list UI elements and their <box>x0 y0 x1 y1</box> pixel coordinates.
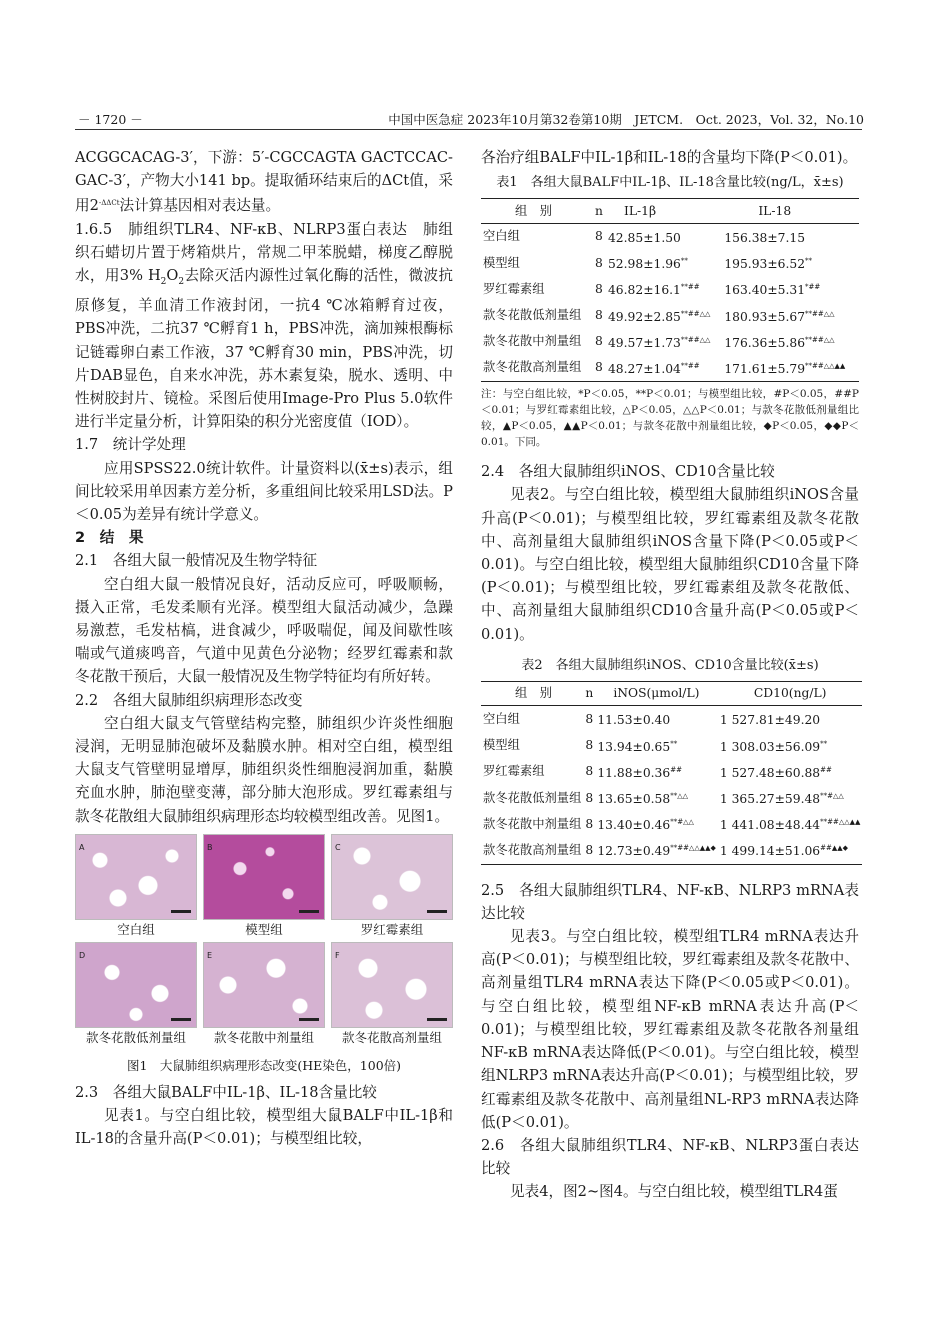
histology-image-d: D <box>75 942 197 1028</box>
inos-cd10-paragraph: 见表2。与空白组比较，模型组大鼠肺组织iNOS含量升高(P＜0.01)；与模型组比较，罗红霉素组及款冬花散中、高剂量组大鼠肺组织iNOS含量下降(P＜0.05或P＜0.01)。与空白组比较，模型组大鼠肺组织CD10含量下降(P＜0.01)；与模型组比较，罗红霉素组及款冬花散低、中、高剂量组大鼠肺组织CD10含量升高(P＜0.05或P＜0.01)。 <box>481 486 859 643</box>
page-number: － 1720 － <box>78 112 143 127</box>
section-heading-results: 2 结 果 <box>75 529 144 547</box>
table-2-caption: 表2 各组大鼠肺组织iNOS、CD10含量比较(x̄±s) <box>521 657 819 673</box>
table-header: CD10(ng/L) <box>753 686 827 701</box>
figure-panel-label: 款冬花散高剂量组 <box>341 1029 442 1045</box>
table-1 <box>481 198 859 382</box>
table-row: 空白组 8 42.85±1.50 156.38±7.15 <box>483 229 806 245</box>
figure-panel-label: 款冬花散低剂量组 <box>85 1029 186 1045</box>
statistics-paragraph: 应用SPSS22.0统计软件。计量资料以(x̄±s)表示，组间比较采用单因素方差分析，多重组间比较采用LSD法。P＜0.05为差异有统计学意义。 <box>75 459 453 523</box>
method-primer-paragraph: ACGGCACAG-3′，下游：5′-CGCCAGTA GACTCCAC-GAC-3′，产物大小141 bp。提取循环结束后的ΔCt值，采用$2^{-\Delta\Delta Ct}$法计算基因相对表达量。 <box>75 149 453 215</box>
table-row: 款冬花散高剂量组 8 48.27±1.04**## 171.61±5.79**##△△▲▲ <box>481 355 859 382</box>
figure-caption: 图1 大鼠肺组织病理形态改变(HE染色，100倍) <box>126 1057 402 1073</box>
header-rule <box>75 129 862 130</box>
mrna-paragraph: 见表3。与空白组比较，模型组TLR4 mRNA表达升高(P＜0.01)；与模型组比较，罗红霉素组及款冬花散中、高剂量组TLR4 mRNA表达下降(P＜0.05或P＜0.01)。与空白组比较，模型组NF-κB mRNA表达升高(P＜0.01)；与模型组比较，罗红霉素组及款冬花散各剂量组NF-κB mRNA表达降低(P＜0.01)。与空白组比较，模型组NLRP3 mRNA表达升高(P＜0.01)；与模型组比较，罗红霉素组及款冬花散中、高剂量组NL-RP3 mRNA表达降低(P＜0.01)。 <box>481 928 859 1131</box>
figure-panel-label: 罗红霉素组 <box>360 921 424 937</box>
section-heading-2-3: 2.3 各组大鼠BALF中IL-1β、IL-18含量比较 <box>75 1084 377 1101</box>
balf-paragraph: 见表1。与空白组比较，模型组大鼠BALF中IL-1β和IL-18的含量升高(P＜0.01)；与模型组比较， <box>75 1107 453 1148</box>
table-row: 模型组 8 52.98±1.96** 195.93±6.52** <box>483 255 813 272</box>
figure-panel-d <box>75 942 197 1048</box>
histology-image-a: A <box>75 834 197 920</box>
table-header: n <box>594 203 603 218</box>
histology-image-e: E <box>203 942 325 1028</box>
table-header: IL-1β <box>623 203 657 218</box>
histology-image-c: C <box>331 834 453 920</box>
histology-image-f: F <box>331 942 453 1028</box>
table-row: 罗红霉素组 8 11.88±0.36## 1 527.48±60.88## <box>483 764 832 780</box>
figure-panel-e <box>203 942 325 1048</box>
figure-panel-a <box>75 834 197 940</box>
table-row: 空白组 8 11.53±0.40 1 527.81±49.20 <box>483 711 821 728</box>
table-header: 组 别 <box>515 686 552 701</box>
section-heading-2-4: 2.4 各组大鼠肺组织iNOS、CD10含量比较 <box>481 463 775 481</box>
table-header: IL-18 <box>758 203 792 218</box>
table-header: 组 别 <box>515 203 552 218</box>
table-2 <box>481 681 862 865</box>
left-column <box>75 146 453 1151</box>
histology-image-b: B <box>203 834 325 920</box>
method-165-paragraph: 1.6.5 肺组织TLR4、NF-κB、NLRP3蛋白表达 肺组织石蜡切片置于烤箱烘片，常规二甲苯脱蜡，梯度乙醇脱水，用3% $H_2O_2$去除灭活内源性过氧化酶的活性，微波抗原修复，羊血清工作液封闭，一抗4 ℃冰箱孵育过夜，PBS冲洗，二抗37 ℃孵育1 h，PBS冲洗，滴加辣根酶标记链霉卵白素工作液，37 ℃孵育30 min，PBS冲洗，切片DAB显色，自来水冲洗，苏木素复染，脱水、透明、中性树胶封片、镜检。采图后使用Image-Pro Plus 5.0软件进行半定量分析，计算阳染的积分光密度值（IOD）。 <box>75 220 453 431</box>
figure-panel-label: 空白组 <box>117 921 155 937</box>
figure-panel-c <box>331 834 453 940</box>
pathology-paragraph: 空白组大鼠支气管壁结构完整，肺组织少许炎性细胞浸润，无明显肺泡破坏及黏膜水肿。相对空白组，模型组大鼠支气管壁明显增厚，肺组织炎性细胞浸润加重，黏膜充血水肿，肺泡壁变薄，部分肺大泡形成。罗红霉素组与款冬花散组大鼠肺组织病理形态均较模型组改善。见图1。 <box>75 714 453 825</box>
figure-panel-label: 款冬花散中剂量组 <box>213 1029 314 1045</box>
section-heading-2-2: 2.2 各组大鼠肺组织病理形态改变 <box>75 691 303 709</box>
figure-1 <box>75 834 453 1077</box>
table-row: 模型组 8 13.94±0.65** 1 308.03±56.09** <box>483 738 828 754</box>
balf-paragraph-continued: 各治疗组BALF中IL-1β和IL-18的含量均下降(P＜0.01)。 <box>481 149 858 166</box>
section-heading-2-1: 2.1 各组大鼠一般情况及生物学特征 <box>75 552 318 570</box>
section-heading-2-6: 2.6 各组大鼠肺组织TLR4、NF-κB、NLRP3蛋白表达比较 <box>481 1136 859 1178</box>
table-row: 款冬花散低剂量组 8 49.92±2.85**##△△ 180.93±5.67**##△△ <box>483 308 835 324</box>
journal-header: 中国中医急症 2023年10月第32卷第10期 JETCM. Oct. 2023，Vol. 32，No.10 <box>388 112 864 127</box>
protein-paragraph: 见表4，图2~图4。与空白组比较，模型组TLR4蛋 <box>510 1183 838 1201</box>
table-row: 款冬花散低剂量组 8 13.65±0.58**△△ 1 365.27±59.48**#△△ <box>483 790 844 807</box>
table-row: 款冬花散中剂量组 8 49.57±1.73**##△△ 176.36±5.86**##△△ <box>483 334 835 350</box>
right-column <box>481 146 859 1204</box>
section-heading-2-5: 2.5 各组大鼠肺组织TLR4、NF-κB、NLRP3 mRNA表达比较 <box>481 881 859 922</box>
figure-panel-f <box>331 942 453 1048</box>
table-row: 款冬花散中剂量组 8 13.40±0.46**#△△ 1 441.08±48.44**##△△▲▲ <box>483 816 861 833</box>
table-row: 款冬花散高剂量组 8 12.73±0.49**##△△▲▲◆ 1 499.14±51.06##▲▲◆ <box>481 837 862 864</box>
table-1-caption: 表1 各组大鼠BALF中IL-1β、IL-18含量比较(ng/L，x̄±s) <box>496 175 844 191</box>
figure-panel-label: 模型组 <box>245 921 283 937</box>
table-header: iNOS(μmol/L) <box>613 686 700 701</box>
table-header: n <box>585 686 594 701</box>
figure-panel-b <box>203 834 325 940</box>
table-row: 罗红霉素组 8 46.82±16.1**## 163.40±5.31*## <box>483 281 821 298</box>
table-1-note: 注：与空白组比较，*P＜0.05，**P＜0.01；与模型组比较，#P＜0.05，##P＜0.01；与罗红霉素组比较，△P＜0.05，△△P＜0.01；与款冬花散低剂量组比较，▲P＜0.05，▲▲P＜0.01；与款冬花散中剂量组比较，◆P＜0.05，◆◆P＜0.01。下同。 <box>481 388 859 449</box>
section-heading-1-7: 1.7 统计学处理 <box>75 436 186 454</box>
general-condition-paragraph: 空白组大鼠一般情况良好，活动反应可，呼吸顺畅，摄入正常，毛发柔顺有光泽。模型组大鼠活动减少，急躁易激惹，毛发枯槁，进食减少，呼吸喘促，闻及间歇性咳喘或气道痰鸣音，气道中见黄色分泌物；经罗红霉素和款冬花散干预后，大鼠一般情况及生物学特征均有所好转。 <box>75 575 453 686</box>
